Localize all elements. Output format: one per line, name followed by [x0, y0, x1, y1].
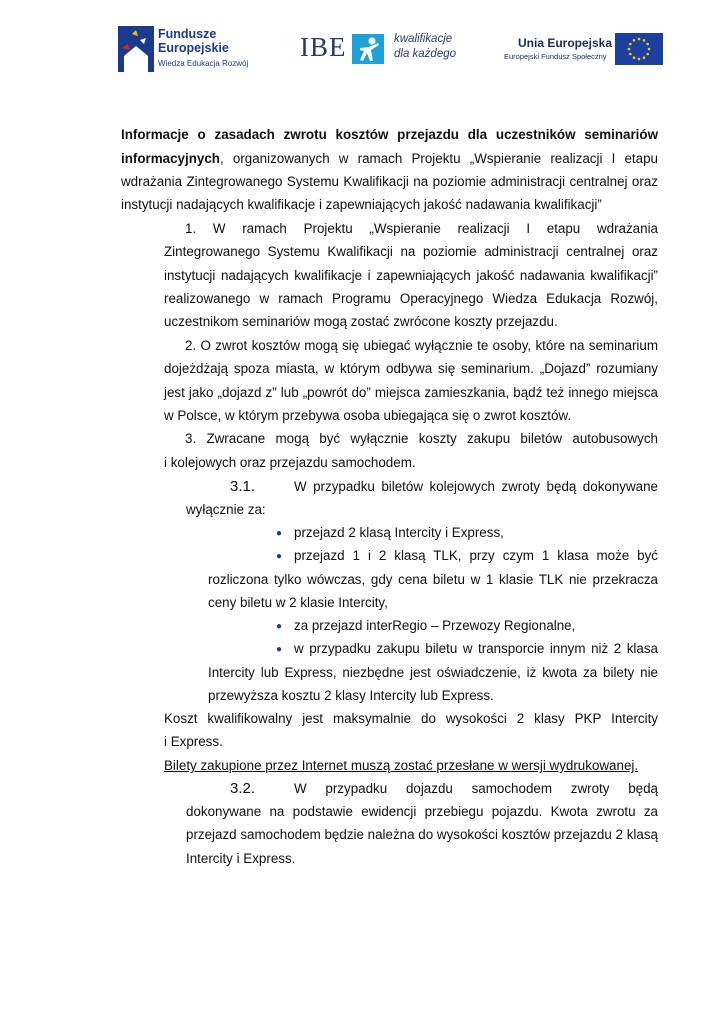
fundusze-europejskie-mark-icon [118, 26, 154, 72]
subsection-3-2-line-3: przejazd samochodem będzie należna do wysokości kosztów przejazdu 2 klasą [186, 827, 658, 842]
cost-line-1: Koszt kwalifikowalny jest maksymalnie do wysokości 2 klasy PKP Intercity [164, 711, 658, 726]
fe-logo-line2: Europejskie [158, 41, 229, 55]
bullet-4-line-3: przewyższa kosztu 2 klasy Intercity lub Express. [208, 688, 494, 703]
item1-line-1: 1. W ramach Projektu „Wspieranie realizacji I etapu wdrażania [185, 221, 658, 236]
item2-line-2: dojeżdżają spoza miasta, w którym odbywa się seminarium. „Dojazd” rozumiany [164, 361, 658, 376]
ue-logo-line2: Europejski Fundusz Społeczny [504, 52, 607, 61]
item1-line-4: realizowanego w ramach Programu Operacyjnego Wiedza Edukacja Rozwój, [164, 291, 658, 306]
subsection-3-2-line-4: Intercity i Express. [186, 851, 296, 866]
eu-flag-icon [615, 33, 663, 65]
item2-line-1: 2. O zwrot kosztów mogą się ubiegać wyłącznie te osoby, które na seminarium [185, 338, 658, 353]
intro-line-2 [121, 147, 658, 170]
ibe-logo [300, 30, 460, 70]
item3-line-1: 3. Zwracane mogą być wyłącznie koszty zakupu biletów autobusowych [185, 431, 658, 446]
subsection-3-2-line-2: dokonywane na podstawie ewidencji przebiegu pojazdu. Kwota zwrotu za [186, 804, 658, 819]
item2-line-3: jest jako „dojazd z” lub „powrót do” miejsca zamieszkania, bądź też innego miejsca [164, 385, 658, 400]
unia-europejska-logo [490, 32, 665, 68]
item2-line-4: w Polsce, w którym przebywa osoba ubiegająca się o zwrot kosztów. [164, 408, 572, 423]
bullet-3: za przejazd interRegio – Przewozy Regionalne, [294, 618, 576, 633]
intro-bold-word: informacyjnych [121, 151, 220, 166]
bullet-2-line-1: przejazd 1 i 2 klasą TLK, przy czym 1 klasa może być [294, 548, 658, 563]
bullet-2-line-2: rozliczona tylko wówczas, gdy cena biletu w 1 klasie TLK nie przekracza [208, 572, 658, 587]
item1-line-5: uczestnikom seminariów mogą zostać zwrócone koszty przejazdu. [164, 314, 558, 329]
ue-logo-line1: Unia Europejska [518, 36, 613, 50]
cost-underlined-note: Bilety zakupione przez Internet muszą zostać przesłane w wersji wydrukowanej. [164, 758, 639, 773]
intro-line-4: instytucji nadających kwalifikacje i zapewniających jakość nadawania kwalifikacji” [121, 197, 602, 212]
subsection-3-1-number: 3.1. [230, 478, 256, 495]
fundusze-europejskie-logo [118, 26, 258, 74]
bullet-2-line-3: ceny biletu w 2 klasie Intercity, [208, 595, 388, 610]
bullet-dot-icon: ● [276, 644, 283, 655]
bullet-4-line-1: w przypadku zakupu biletu w transporcie innym niż 2 klasa [294, 641, 658, 656]
ibe-logo-name: IBE [300, 32, 347, 62]
subsection-3-1-line-2: wyłącznie za: [186, 502, 266, 517]
subsection-3-1-line-1: W przypadku biletów kolejowych zwroty będą dokonywane [294, 479, 658, 494]
intro-line-2-rest: , organizowanych w ramach Projektu „Wspieranie realizacji I etapu [219, 151, 658, 166]
intro-line-1: Informacje o zasadach zwrotu kosztów przejazdu dla uczestników seminariów [121, 127, 658, 142]
bullet-dot-icon: ● [276, 621, 283, 632]
ibe-tagline-line2: dla każdego [394, 48, 457, 60]
fe-logo-line1: Fundusze [158, 27, 217, 41]
intro-line-3: wdrażania Zintegrowanego Systemu Kwalifikacji na poziomie administracji centralnej oraz [121, 174, 658, 189]
cost-line-2: i Express. [164, 734, 223, 749]
bullet-dot-icon: ● [276, 528, 283, 539]
subsection-3-2-line-1: W przypadku dojazdu samochodem zwroty będą [294, 781, 658, 796]
item1-line-3: instytucji nadających kwalifikacje i zapewniających jakość nadawania kwalifikacji” [164, 268, 658, 283]
ibe-tagline-line1: kwalifikacje [394, 33, 453, 45]
bullet-4-line-2: Intercity lub Express, niezbędne jest oświadczenie, iż kwota za bilety nie [208, 665, 658, 680]
item3-line-2: i kolejowych oraz przejazdu samochodem. [164, 455, 416, 470]
fe-logo-line3: Wiedza Edukacja Rozwój [158, 59, 249, 68]
bullet-dot-icon: ● [276, 551, 283, 562]
ibe-figure-icon [352, 34, 384, 64]
item1-line-2: Zintegrowanego Systemu Kwalifikacji na poziomie administracji centralnej oraz [164, 244, 658, 259]
subsection-3-2-number: 3.2. [230, 780, 256, 797]
bullet-1: przejazd 2 klasą Intercity i Express, [294, 525, 504, 540]
